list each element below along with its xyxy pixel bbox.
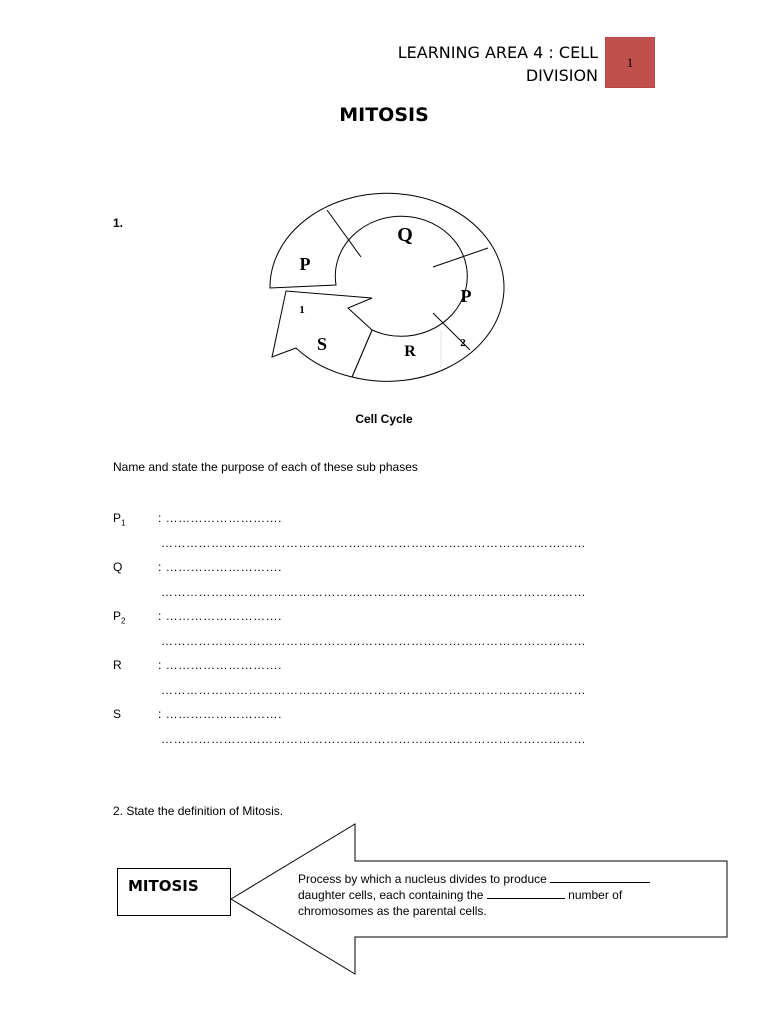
page-number: 1 [626,54,634,70]
phase-name-blank[interactable]: : ………………………. [158,658,283,672]
number-of-cells-blank[interactable] [550,872,650,883]
label-s: S [316,334,328,354]
phase-label: R [113,658,122,672]
label-p2: P [460,286,472,306]
phase-purpose-blank[interactable]: ………………………………………………………………………………………… [161,683,586,697]
phase-name-blank[interactable]: : ………………………. [158,609,283,623]
definition-part4: chromosomes as the parental cells. [298,904,487,918]
label-p2-sub: 2 [460,337,466,349]
phase-purpose-blank[interactable]: ………………………………………………………………………………………… [161,536,586,550]
phase-name-blank[interactable]: : ………………………. [158,511,283,525]
page-title: MITOSIS [339,104,429,126]
diagram-caption: Cell Cycle [355,412,413,426]
question-2-text: 2. State the definition of Mitosis. [113,804,284,818]
header-title-line2: DIVISION [525,66,598,85]
mitosis-box-label: MITOSIS [128,877,199,895]
chromosome-amount-blank[interactable] [487,888,565,899]
definition-part1: Process by which a nucleus divides to produce [298,872,547,886]
label-q: Q [397,224,413,246]
phase-label: Q [113,560,123,574]
phase-label: S [113,707,122,721]
definition-part2: daughter cells, each containing the [298,888,484,902]
phase-purpose-blank[interactable]: ………………………………………………………………………………………… [161,732,586,746]
label-p1: P [299,254,311,274]
mitosis-box [117,868,231,916]
question-1-number: 1. [113,216,124,230]
phase-purpose-blank[interactable]: ………………………………………………………………………………………… [161,585,586,599]
label-r: R [404,343,416,360]
mitosis-definition [298,871,708,919]
label-p1-sub: 1 [299,304,305,316]
phase-name-blank[interactable]: : ………………………. [158,560,283,574]
instruction-text: Name and state the purpose of each of these sub phases [113,460,418,474]
phase-label: $P_2$ [113,609,126,626]
header-title-line1: LEARNING AREA 4 : CELL [397,43,598,62]
phase-name-blank[interactable]: : ………………………. [158,707,283,721]
phase-label: $P_1$ [113,511,126,528]
definition-part3: number of [568,888,623,902]
phase-purpose-blank[interactable]: ………………………………………………………………………………………… [161,634,586,648]
